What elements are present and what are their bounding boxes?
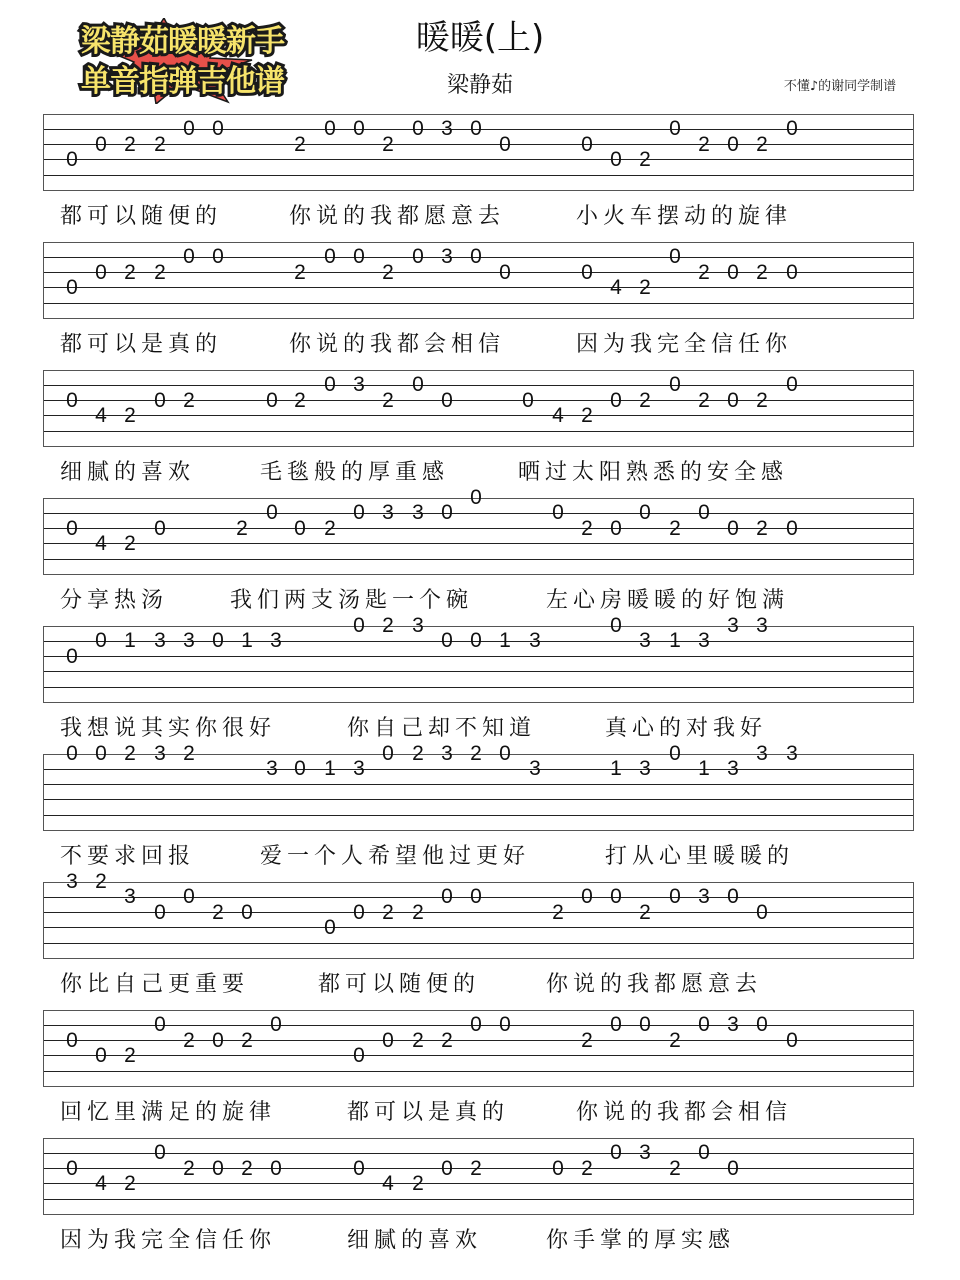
fret-number: 0 [669, 373, 681, 397]
fret-number: 2 [124, 742, 136, 765]
fret-number: 0 [353, 245, 365, 269]
string-line [44, 769, 913, 770]
fret-number: 0 [183, 245, 195, 269]
fret-number: 0 [470, 885, 482, 909]
fret-number: 1 [324, 757, 336, 781]
fret-number: 4 [95, 403, 107, 427]
fret-number: 1 [610, 757, 622, 781]
fret-number: 3 [441, 245, 453, 269]
fret-number: 2 [756, 516, 768, 540]
fret-number: 2 [470, 742, 482, 765]
fret-number: 0 [353, 1156, 365, 1180]
fret-number: 3 [66, 870, 78, 893]
fret-number: 3 [786, 742, 798, 765]
fret-number: 0 [610, 516, 622, 540]
fret-number: 2 [183, 388, 195, 412]
title-badge [60, 18, 305, 104]
string-line [44, 431, 913, 432]
fret-number: 0 [727, 132, 739, 156]
fret-number: 0 [212, 1028, 224, 1052]
fret-number: 0 [727, 388, 739, 412]
fret-number: 3 [441, 117, 453, 141]
fret-number: 0 [756, 900, 768, 924]
transcriber-credit: 不懂♪的谢同学制谱 [783, 79, 897, 94]
fret-number: 1 [698, 757, 710, 781]
fret-number: 0 [270, 1156, 282, 1180]
fret-number: 0 [294, 757, 306, 781]
fret-number: 0 [669, 117, 681, 141]
fret-number: 0 [353, 1043, 365, 1067]
lyric-phrase: 小火车摆动的旋律 [576, 204, 793, 229]
string-line [44, 513, 913, 514]
fret-number: 2 [294, 388, 306, 412]
fret-number: 2 [124, 260, 136, 284]
fret-number: 0 [382, 742, 394, 765]
fret-number: 0 [324, 117, 336, 141]
fret-number: 2 [124, 1171, 136, 1195]
string-line [44, 159, 913, 160]
lyric-phrase: 你说的我都愿意去 [289, 204, 506, 229]
fret-number: 0 [786, 1028, 798, 1052]
fret-number: 2 [294, 260, 306, 284]
fret-number: 2 [412, 1028, 424, 1052]
fret-number: 2 [698, 132, 710, 156]
fret-number: 3 [183, 629, 195, 653]
fret-number: 2 [324, 516, 336, 540]
fret-number: 3 [756, 614, 768, 637]
string-line [44, 1199, 913, 1200]
fret-number: 2 [756, 388, 768, 412]
fret-number: 1 [669, 629, 681, 653]
fret-number: 2 [669, 1156, 681, 1180]
lyric-phrase: 不要求回报 [60, 844, 196, 869]
fret-number: 2 [669, 1028, 681, 1052]
fret-number: 0 [95, 260, 107, 284]
fret-number: 0 [95, 629, 107, 653]
fret-number: 0 [669, 742, 681, 765]
fret-number: 0 [66, 275, 78, 299]
fret-number: 3 [412, 501, 424, 525]
fret-number: 0 [441, 1156, 453, 1180]
lyric-phrase: 都可以是真的 [60, 332, 223, 357]
string-line [44, 687, 913, 688]
fret-number: 0 [412, 117, 424, 141]
artist-name: 梁静茹 [446, 73, 513, 98]
fret-number: 0 [610, 1013, 622, 1037]
fret-number: 0 [95, 742, 107, 765]
fret-number: 3 [353, 373, 365, 397]
fret-number: 1 [241, 629, 253, 653]
lyric-phrase: 你说的我都会相信 [289, 332, 506, 357]
fret-number: 2 [382, 388, 394, 412]
fret-number: 2 [756, 132, 768, 156]
fret-number: 0 [581, 260, 593, 284]
lyric-phrase: 因为我完全信任你 [60, 1228, 277, 1253]
fret-number: 3 [727, 757, 739, 781]
fret-number: 0 [95, 132, 107, 156]
string-line [44, 559, 913, 560]
fret-number: 0 [522, 388, 534, 412]
fret-number: 0 [552, 501, 564, 525]
fret-number: 2 [669, 516, 681, 540]
fret-number: 3 [412, 614, 424, 637]
fret-number: 2 [639, 275, 651, 299]
fret-number: 2 [154, 132, 166, 156]
fret-number: 2 [441, 1028, 453, 1052]
fret-number: 3 [529, 757, 541, 781]
string-line [44, 784, 913, 785]
fret-number: 0 [266, 501, 278, 525]
string-line [44, 815, 913, 816]
fret-number: 0 [470, 629, 482, 653]
fret-number: 3 [639, 1141, 651, 1165]
lyric-phrase: 因为我完全信任你 [576, 332, 793, 357]
fret-number: 0 [294, 516, 306, 540]
fret-number: 0 [470, 117, 482, 141]
fret-number: 1 [499, 629, 511, 653]
fret-number: 0 [154, 900, 166, 924]
fret-number: 4 [95, 531, 107, 555]
fret-number: 2 [212, 900, 224, 924]
fret-number: 2 [639, 900, 651, 924]
fret-number: 2 [124, 132, 136, 156]
fret-number: 0 [183, 117, 195, 141]
fret-number: 2 [639, 147, 651, 171]
string-line [44, 400, 913, 401]
fret-number: 2 [183, 1156, 195, 1180]
fret-number: 0 [581, 885, 593, 909]
fret-number: 0 [66, 742, 78, 765]
fret-number: 0 [324, 915, 336, 939]
fret-number: 2 [124, 531, 136, 555]
string-line [44, 799, 913, 800]
fret-number: 3 [698, 629, 710, 653]
fret-number: 3 [266, 757, 278, 781]
lyric-phrase: 你比自己更重要 [60, 972, 250, 997]
fret-number: 3 [154, 629, 166, 653]
fret-number: 0 [756, 1013, 768, 1037]
fret-number: 0 [499, 260, 511, 284]
song-title: 暖暖(上) [415, 18, 545, 58]
fret-number: 3 [270, 629, 282, 653]
lyric-phrase: 都可以随便的 [60, 204, 223, 229]
fret-number: 2 [581, 403, 593, 427]
fret-number: 0 [212, 117, 224, 141]
fret-number: 3 [727, 1013, 739, 1037]
string-line [44, 1055, 913, 1056]
fret-number: 0 [353, 614, 365, 637]
tab-staff [43, 754, 914, 831]
fret-number: 3 [154, 742, 166, 765]
fret-number: 2 [382, 260, 394, 284]
fret-number: 0 [324, 245, 336, 269]
fret-number: 0 [66, 147, 78, 171]
fret-number: 0 [727, 1156, 739, 1180]
fret-number: 0 [470, 245, 482, 269]
fret-number: 2 [552, 900, 564, 924]
badge-line-1: 梁静茹暖暖新手 [81, 24, 284, 59]
fret-number: 0 [270, 1013, 282, 1037]
fret-number: 3 [698, 885, 710, 909]
fret-number: 2 [382, 614, 394, 637]
fret-number: 0 [610, 1141, 622, 1165]
lyric-phrase: 我们两支汤匙一个碗 [230, 588, 474, 613]
lyric-phrase: 打从心里暖暖的 [605, 844, 795, 869]
fret-number: 2 [639, 388, 651, 412]
fret-number: 2 [698, 260, 710, 284]
fret-number: 3 [727, 614, 739, 637]
lyric-phrase: 你自己却不知道 [347, 716, 537, 741]
fret-number: 0 [241, 900, 253, 924]
lyric-phrase: 爱一个人希望他过更好 [260, 844, 531, 869]
string-line [44, 543, 913, 544]
fret-number: 2 [124, 1043, 136, 1067]
fret-number: 3 [639, 629, 651, 653]
fret-number: 0 [581, 132, 593, 156]
string-line [44, 671, 913, 672]
string-line [44, 927, 913, 928]
fret-number: 2 [382, 132, 394, 156]
fret-number: 0 [441, 501, 453, 525]
fret-number: 0 [66, 1028, 78, 1052]
fret-number: 0 [183, 885, 195, 909]
lyric-phrase: 你说的我都愿意去 [546, 972, 763, 997]
fret-number: 0 [441, 885, 453, 909]
fret-number: 0 [441, 629, 453, 653]
fret-number: 0 [441, 388, 453, 412]
fret-number: 2 [124, 403, 136, 427]
lyric-phrase: 左心房暖暖的好饱满 [546, 588, 790, 613]
string-line [44, 1153, 913, 1154]
fret-number: 2 [183, 742, 195, 765]
fret-number: 2 [412, 900, 424, 924]
fret-number: 0 [669, 245, 681, 269]
fret-number: 0 [154, 388, 166, 412]
fret-number: 0 [470, 486, 482, 509]
fret-number: 2 [382, 900, 394, 924]
fret-number: 0 [786, 373, 798, 397]
fret-number: 2 [236, 516, 248, 540]
fret-number: 2 [412, 742, 424, 765]
fret-number: 0 [470, 1013, 482, 1037]
fret-number: 4 [552, 403, 564, 427]
lyric-phrase: 晒过太阳熟悉的安全感 [518, 460, 789, 485]
fret-number: 0 [266, 388, 278, 412]
fret-number: 0 [212, 245, 224, 269]
string-line [44, 175, 913, 176]
fret-number: 0 [499, 132, 511, 156]
fret-number: 0 [154, 1141, 166, 1165]
string-line [44, 656, 913, 657]
fret-number: 0 [786, 516, 798, 540]
fret-number: 3 [124, 885, 136, 909]
fret-number: 0 [382, 1028, 394, 1052]
fret-number: 0 [212, 1156, 224, 1180]
fret-number: 0 [698, 501, 710, 525]
fret-number: 3 [382, 501, 394, 525]
string-line [44, 1071, 913, 1072]
fret-number: 0 [610, 885, 622, 909]
lyric-phrase: 你手掌的厚实感 [546, 1228, 736, 1253]
fret-number: 2 [581, 1156, 593, 1180]
fret-number: 0 [727, 260, 739, 284]
fret-number: 0 [698, 1013, 710, 1037]
lyric-phrase: 回忆里满足的旋律 [60, 1100, 277, 1125]
lyric-phrase: 细腻的喜欢 [347, 1228, 483, 1253]
string-line [44, 144, 913, 145]
fret-number: 0 [412, 245, 424, 269]
fret-number: 0 [353, 117, 365, 141]
fret-number: 0 [95, 1043, 107, 1067]
fret-number: 0 [610, 388, 622, 412]
fret-number: 0 [66, 388, 78, 412]
string-line [44, 943, 913, 944]
fret-number: 3 [441, 742, 453, 765]
string-line [44, 415, 913, 416]
fret-number: 2 [698, 388, 710, 412]
fret-number: 0 [698, 1141, 710, 1165]
fret-number: 0 [324, 373, 336, 397]
fret-number: 2 [241, 1028, 253, 1052]
fret-number: 0 [499, 1013, 511, 1037]
fret-number: 0 [499, 742, 511, 765]
fret-number: 0 [212, 629, 224, 653]
string-line [44, 303, 913, 304]
fret-number: 3 [639, 757, 651, 781]
fret-number: 2 [470, 1156, 482, 1180]
fret-number: 0 [412, 373, 424, 397]
lyric-phrase: 真心的对我好 [605, 716, 768, 741]
fret-number: 2 [294, 132, 306, 156]
lyric-phrase: 都可以是真的 [347, 1100, 510, 1125]
fret-number: 0 [353, 900, 365, 924]
lyric-phrase: 我想说其实你很好 [60, 716, 277, 741]
fret-number: 3 [529, 629, 541, 653]
fret-number: 2 [183, 1028, 195, 1052]
fret-number: 0 [610, 147, 622, 171]
fret-number: 0 [66, 644, 78, 668]
fret-number: 0 [154, 1013, 166, 1037]
lyric-phrase: 分享热汤 [60, 588, 169, 613]
fret-number: 0 [786, 260, 798, 284]
fret-number: 0 [639, 1013, 651, 1037]
lyric-phrase: 毛毯般的厚重感 [260, 460, 450, 485]
fret-number: 1 [124, 629, 136, 653]
fret-number: 0 [610, 614, 622, 637]
lyric-phrase: 细腻的喜欢 [60, 460, 196, 485]
string-line [44, 912, 913, 913]
lyric-phrase: 你说的我都会相信 [576, 1100, 793, 1125]
fret-number: 2 [581, 516, 593, 540]
fret-number: 4 [610, 275, 622, 299]
fret-number: 0 [669, 885, 681, 909]
fret-number: 2 [756, 260, 768, 284]
fret-number: 4 [382, 1171, 394, 1195]
fret-number: 0 [727, 516, 739, 540]
fret-number: 2 [241, 1156, 253, 1180]
string-line [44, 287, 913, 288]
string-line [44, 1183, 913, 1184]
fret-number: 3 [756, 742, 768, 765]
fret-number: 0 [353, 501, 365, 525]
fret-number: 0 [154, 516, 166, 540]
fret-number: 0 [639, 501, 651, 525]
fret-number: 2 [95, 870, 107, 893]
fret-number: 0 [727, 885, 739, 909]
fret-number: 3 [353, 757, 365, 781]
fret-number: 0 [552, 1156, 564, 1180]
lyric-phrase: 都可以随便的 [318, 972, 481, 997]
badge-line-2: 单音指弹吉他谱 [81, 64, 284, 99]
fret-number: 0 [786, 117, 798, 141]
fret-number: 2 [154, 260, 166, 284]
fret-number: 2 [581, 1028, 593, 1052]
fret-number: 4 [95, 1171, 107, 1195]
fret-number: 0 [66, 516, 78, 540]
fret-number: 0 [66, 1156, 78, 1180]
fret-number: 2 [412, 1171, 424, 1195]
